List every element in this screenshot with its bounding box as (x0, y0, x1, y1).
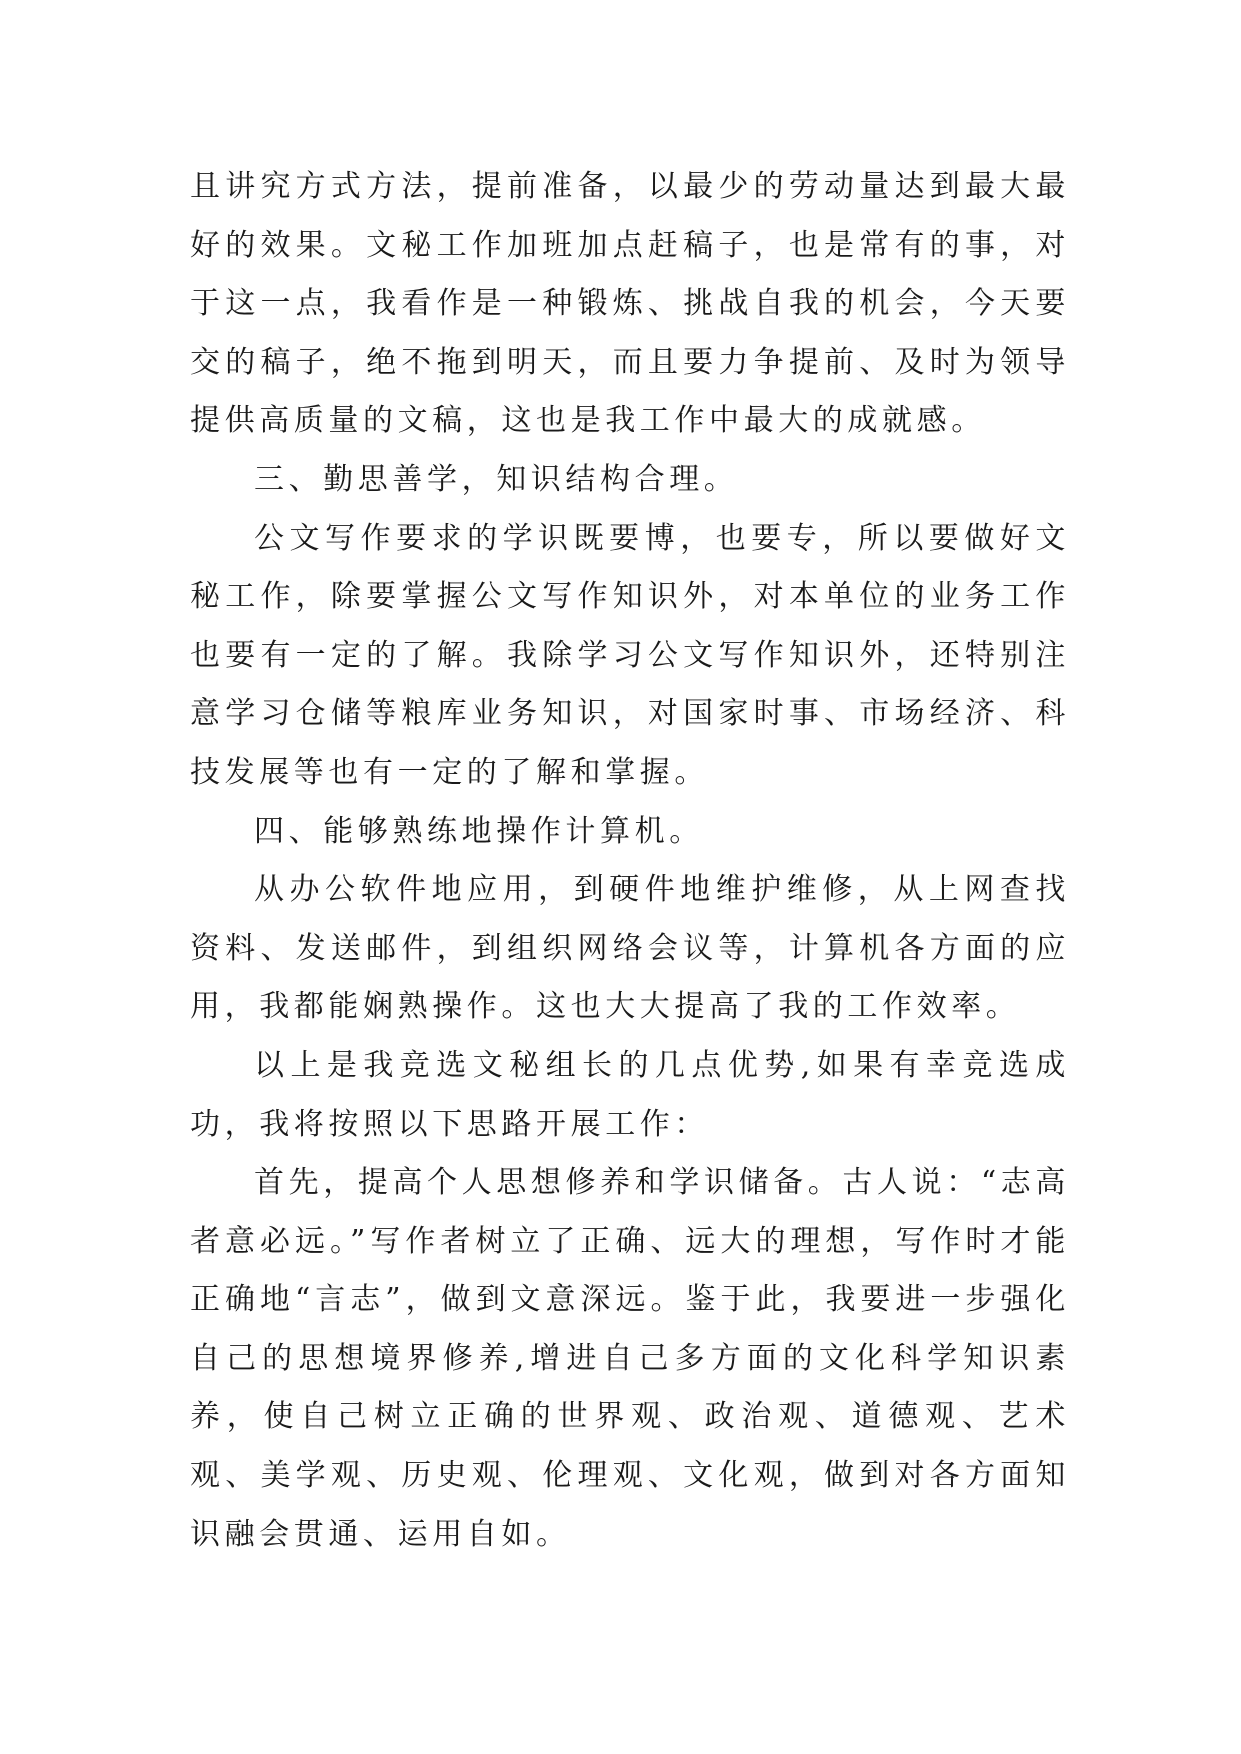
paragraph-computer-skills: 从办公软件地应用，到硬件地维护维修，从上网查找资料、发送邮件，到组织网络会议等，计算机各方面的应用，我都能娴熟操作。这也大大提高了我的工作效率。 (190, 872, 1070, 1025)
heading-section-four: 四、能够熟练地操作计算机。 (254, 813, 704, 849)
paragraph-continuation: 且讲究方式方法，提前准备，以最少的劳动量达到最大最好的效果。文秘工作加班加点赶稿子，也是常有的事，对于这一点，我看作是一种锻炼、挑战自我的机会，今天要交的稿子，绝不拖到明天，而且要力争提前、及时为领导提供高质量的文稿，这也是我工作中最大的成就感。 (190, 169, 1070, 439)
document-page (190, 158, 1070, 1564)
heading-section-three: 三、勤思善学，知识结构合理。 (254, 461, 739, 497)
paragraph-summary: 以上是我竞选文秘组长的几点优势,如果有幸竞选成功，我将按照以下思路开展工作： (190, 1047, 1070, 1142)
paragraph-first-plan: 首先，提高个人思想修养和学识储备。古人说：“志高者意必远。”写作者树立了正确、远大的理想，写作时才能正确地“言志”，做到文意深远。鉴于此，我要进一步强化自己的思想境界修养,增进自己多方面的文化科学知识素养，使自己树立正确的世界观、政治观、道德观、艺术观、美学观、历史观、伦理观、文化观，做到对各方面知识融会贯通、运用自如。 (190, 1165, 1070, 1552)
paragraph-knowledge: 公文写作要求的学识既要博，也要专，所以要做好文秘工作，除要掌握公文写作知识外，对本单位的业务工作也要有一定的了解。我除学习公文写作知识外，还特别注意学习仓储等粮库业务知识，对国家时事、市场经济、科技发展等也有一定的了解和掌握。 (190, 520, 1070, 790)
